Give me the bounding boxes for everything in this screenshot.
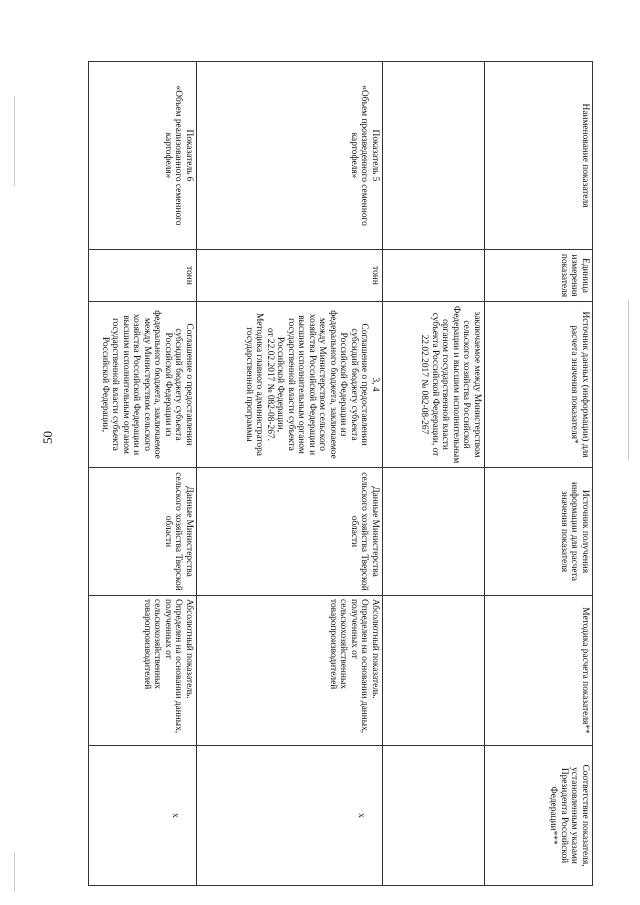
scan-artifact-left	[14, 96, 15, 186]
cell-source-data: Соглашение о предоставлении субсидий бюджету субъекта Российской Федерации из федерального бюджета, заключаемое между Министерством сельского хозяйства Российской Федерации и высшим исполнительным органом государственной власти субъекта Российской Федерации,	[89, 302, 197, 468]
header-compliance: Соответствие показателя, установленным указами Президента Российской Федерации***	[485, 746, 593, 886]
cell-name	[383, 62, 485, 250]
cell-source-info: Данные Министерства сельского хозяйства Тверской области	[197, 468, 383, 596]
cell-method: Абсолютный показатель. Определен на основании данных, полученных от сельскохозяйственных товаропроизводителей	[89, 596, 197, 746]
header-unit: Единица измерения показателя	[485, 250, 593, 302]
table-row-indicator-6	[89, 62, 197, 886]
scan-artifact-right	[628, 300, 629, 460]
header-source-info: Источник получения информации для расчета значения показателя	[485, 468, 593, 596]
cell-source-data: заключаемое между Министерством сельского хозяйства Российской Федерации и высшим исполнительным органом государственной власти субъекта Российской Федерации, от 22.02.2017 № 082-08-267	[383, 302, 485, 468]
header-indicator-name: Наименование показателя	[485, 62, 593, 250]
indicators-table-rotated	[89, 61, 593, 885]
cell-compliance: х	[89, 746, 197, 886]
header-source-data: Источник данных (информации) для расчета значения показателя*	[485, 302, 593, 468]
page-number: 50	[40, 431, 55, 444]
table-row-continuation	[383, 62, 485, 886]
cell-method: Абсолютный показатель. Определен на основании данных, полученных от сельскохозяйственных товаропроизводителей	[197, 596, 383, 746]
header-method: Методика расчета показателя**	[485, 596, 593, 746]
cell-compliance	[383, 746, 485, 886]
table-header-row	[485, 62, 593, 886]
cell-method	[383, 596, 485, 746]
cell-source-data: 3, 4 Соглашение о предоставлении субсидий бюджету субъекта Российской Федерации из федерального бюджета, заключаемое между Министерством сельского хозяйства Российской Федерации и высшим исполнительным органом государственной власти субъекта Российской Федерации, от 22.02.2017 № 082-08-267. Методика главного администратора государственной программы	[197, 302, 383, 468]
cell-unit: тонн	[89, 250, 197, 302]
cell-name: Показатель 6 «Объем реализованного семенного картофеля»	[89, 62, 197, 250]
table-row-indicator-5	[197, 62, 383, 886]
cell-unit: тонн	[197, 250, 383, 302]
cell-unit	[383, 250, 485, 302]
cell-source-info: Данные Министерства сельского хозяйства Тверской области	[89, 468, 197, 596]
indicators-table	[88, 61, 593, 886]
cell-source-info	[383, 468, 485, 596]
scan-artifact-left-lower	[14, 852, 15, 892]
cell-name: Показатель 5 «Объем произведенного семенного картофеля»	[197, 62, 383, 250]
cell-compliance: х	[197, 746, 383, 886]
